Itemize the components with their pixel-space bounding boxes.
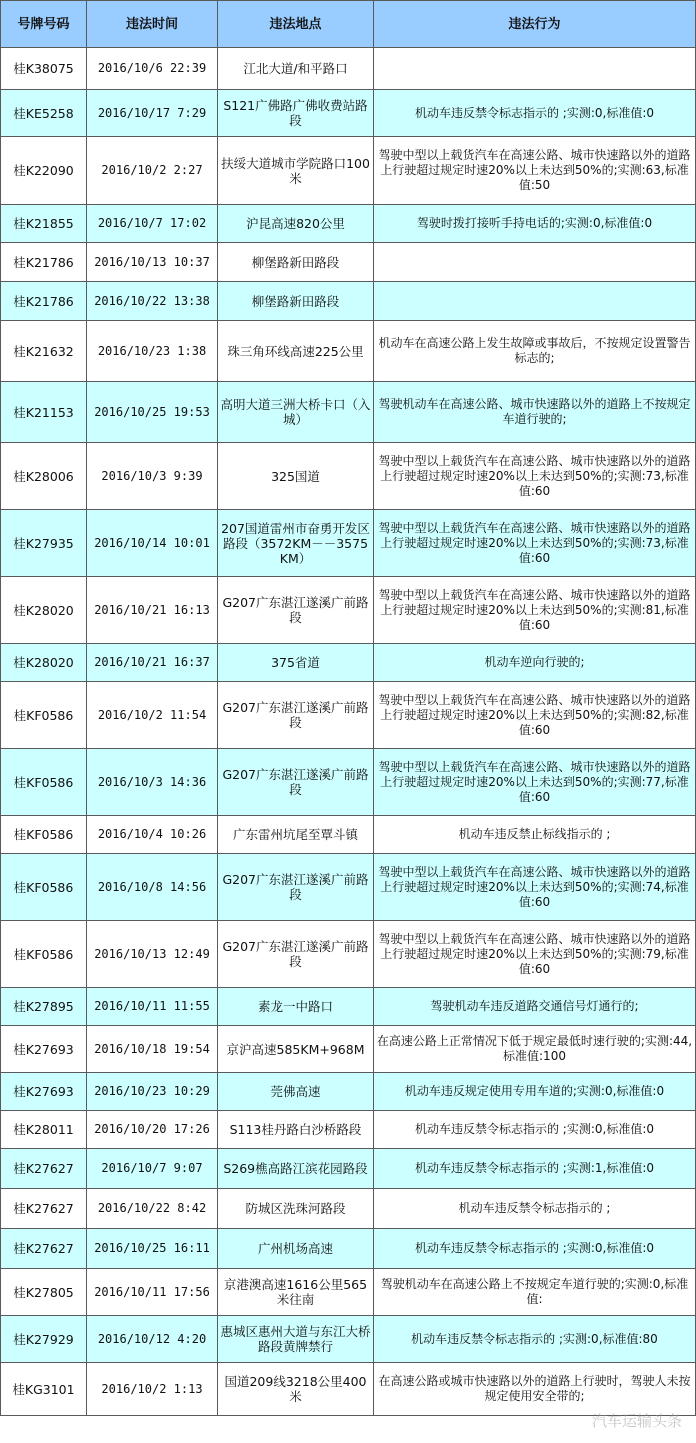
cell-plate: 桂KF0586 (1, 749, 87, 816)
cell-act (374, 282, 696, 321)
cell-place: 沪昆高速820公里 (218, 205, 374, 243)
table-row (1, 1073, 696, 1111)
cell-act (374, 243, 696, 282)
table-row (1, 243, 696, 282)
cell-plate: 桂K28011 (1, 1111, 87, 1149)
table-row (1, 988, 696, 1026)
cell-act: 驾驶中型以上载货汽车在高速公路、城市快速路以外的道路上行驶超过规定时速20%以上未达到50%的;实测:77,标准值:60 (374, 749, 696, 816)
cell-place: 惠城区惠州大道与东江大桥路段黄牌禁行 (218, 1316, 374, 1363)
cell-place: 京沪高速585KM+968M (218, 1026, 374, 1073)
header-place: 违法地点 (218, 1, 374, 48)
cell-act: 驾驶中型以上载货汽车在高速公路、城市快速路以外的道路上行驶超过规定时速20%以上未达到50%的;实测:74,标准值:60 (374, 854, 696, 921)
cell-plate: 桂K27627 (1, 1189, 87, 1229)
cell-plate: 桂K21786 (1, 243, 87, 282)
table-row (1, 137, 696, 205)
cell-act: 驾驶时拨打接听手持电话的;实测:0,标准值:0 (374, 205, 696, 243)
cell-place: 375省道 (218, 644, 374, 682)
cell-plate: 桂K38075 (1, 48, 87, 90)
cell-plate: 桂K27935 (1, 510, 87, 577)
table-row (1, 1316, 696, 1363)
cell-plate: 桂K27627 (1, 1229, 87, 1269)
cell-place: S121广佛路广佛收费站路段 (218, 90, 374, 137)
cell-plate: 桂KG3101 (1, 1363, 87, 1416)
cell-place: 广州机场高速 (218, 1229, 374, 1269)
cell-time: 2016/10/17 7:29 (87, 90, 218, 137)
cell-plate: 桂KF0586 (1, 921, 87, 988)
cell-time: 2016/10/3 14:36 (87, 749, 218, 816)
cell-place: 207国道雷州市奋勇开发区路段（3572KM－－3575KM） (218, 510, 374, 577)
cell-time: 2016/10/2 2:27 (87, 137, 218, 205)
cell-time: 2016/10/18 19:54 (87, 1026, 218, 1073)
header-act: 违法行为 (374, 1, 696, 48)
cell-place: 扶绥大道城市学院路口100米 (218, 137, 374, 205)
cell-plate: 桂K27693 (1, 1026, 87, 1073)
table-row (1, 382, 696, 443)
cell-time: 2016/10/13 12:49 (87, 921, 218, 988)
cell-time: 2016/10/2 1:13 (87, 1363, 218, 1416)
table-row (1, 854, 696, 921)
cell-place: 莞佛高速 (218, 1073, 374, 1111)
cell-plate: 桂KF0586 (1, 682, 87, 749)
cell-place: G207广东湛江遂溪广前路段 (218, 854, 374, 921)
table-row (1, 1363, 696, 1416)
table-row (1, 644, 696, 682)
cell-time: 2016/10/14 10:01 (87, 510, 218, 577)
cell-place: 珠三角环线高速225公里 (218, 321, 374, 382)
table-row (1, 816, 696, 854)
cell-time: 2016/10/20 17:26 (87, 1111, 218, 1149)
table-row (1, 1229, 696, 1269)
cell-act: 驾驶机动车违反道路交通信号灯通行的; (374, 988, 696, 1026)
watermark: 汽车运输头条 (591, 1412, 682, 1430)
cell-act: 驾驶中型以上载货汽车在高速公路、城市快速路以外的道路上行驶超过规定时速20%以上未达到50%的;实测:79,标准值:60 (374, 921, 696, 988)
cell-plate: 桂K27929 (1, 1316, 87, 1363)
cell-plate: 桂K27895 (1, 988, 87, 1026)
cell-plate: 桂K22090 (1, 137, 87, 205)
cell-place: 防城区洗珠河路段 (218, 1189, 374, 1229)
table-row (1, 282, 696, 321)
table-body (1, 48, 696, 1416)
cell-plate: 桂K28020 (1, 577, 87, 644)
cell-time: 2016/10/11 11:55 (87, 988, 218, 1026)
cell-time: 2016/10/2 11:54 (87, 682, 218, 749)
cell-time: 2016/10/6 22:39 (87, 48, 218, 90)
table-row (1, 1149, 696, 1189)
cell-plate: 桂KF0586 (1, 816, 87, 854)
cell-place: G207广东湛江遂溪广前路段 (218, 749, 374, 816)
cell-act: 机动车违反规定使用专用车道的;实测:0,标准值:0 (374, 1073, 696, 1111)
table-row (1, 682, 696, 749)
cell-act: 驾驶中型以上载货汽车在高速公路、城市快速路以外的道路上行驶超过规定时速20%以上未达到50%的;实测:82,标准值:60 (374, 682, 696, 749)
table-row (1, 443, 696, 510)
cell-act: 机动车违反禁令标志指示的 ;实测:1,标准值:0 (374, 1149, 696, 1189)
cell-plate: 桂K28020 (1, 644, 87, 682)
cell-time: 2016/10/25 19:53 (87, 382, 218, 443)
cell-place: G207广东湛江遂溪广前路段 (218, 577, 374, 644)
cell-place: 柳堡路新田路段 (218, 243, 374, 282)
cell-time: 2016/10/23 10:29 (87, 1073, 218, 1111)
cell-plate: 桂K21786 (1, 282, 87, 321)
cell-act: 机动车违反禁令标志指示的 ; (374, 1189, 696, 1229)
cell-place: S269樵高路江滨花园路段 (218, 1149, 374, 1189)
cell-time: 2016/10/23 1:38 (87, 321, 218, 382)
cell-act: 驾驶中型以上载货汽车在高速公路、城市快速路以外的道路上行驶超过规定时速20%以上未达到50%的;实测:63,标准值:50 (374, 137, 696, 205)
cell-time: 2016/10/7 17:02 (87, 205, 218, 243)
cell-place: 江北大道/和平路口 (218, 48, 374, 90)
table-row (1, 90, 696, 137)
cell-time: 2016/10/21 16:13 (87, 577, 218, 644)
cell-plate: 桂K28006 (1, 443, 87, 510)
header-plate: 号牌号码 (1, 1, 87, 48)
cell-place: G207广东湛江遂溪广前路段 (218, 682, 374, 749)
cell-plate: 桂KE5258 (1, 90, 87, 137)
cell-act: 驾驶机动车在高速公路、城市快速路以外的道路上不按规定车道行驶的; (374, 382, 696, 443)
cell-time: 2016/10/21 16:37 (87, 644, 218, 682)
cell-act: 机动车违反禁止标线指示的 ; (374, 816, 696, 854)
cell-time: 2016/10/13 10:37 (87, 243, 218, 282)
cell-plate: 桂K27805 (1, 1269, 87, 1316)
cell-time: 2016/10/11 17:56 (87, 1269, 218, 1316)
table-row (1, 1111, 696, 1149)
table-row (1, 577, 696, 644)
cell-act (374, 48, 696, 90)
table-row (1, 749, 696, 816)
cell-time: 2016/10/25 16:11 (87, 1229, 218, 1269)
cell-act: 驾驶中型以上载货汽车在高速公路、城市快速路以外的道路上行驶超过规定时速20%以上未达到50%的;实测:73,标准值:60 (374, 443, 696, 510)
table-row (1, 510, 696, 577)
cell-act: 机动车违反禁令标志指示的 ;实测:0,标准值:80 (374, 1316, 696, 1363)
cell-act: 机动车在高速公路上发生故障或事故后，不按规定设置警告标志的; (374, 321, 696, 382)
cell-place: 高明大道三洲大桥卡口（入城） (218, 382, 374, 443)
table-row (1, 921, 696, 988)
cell-place: 国道209线3218公里400米 (218, 1363, 374, 1416)
cell-time: 2016/10/7 9:07 (87, 1149, 218, 1189)
table-row (1, 1189, 696, 1229)
cell-act: 机动车违反禁令标志指示的 ;实测:0,标准值:0 (374, 1111, 696, 1149)
cell-time: 2016/10/4 10:26 (87, 816, 218, 854)
table-row (1, 1026, 696, 1073)
cell-place: 广东雷州坑尾至覃斗镇 (218, 816, 374, 854)
cell-plate: 桂K27627 (1, 1149, 87, 1189)
cell-act: 机动车违反禁令标志指示的 ;实测:0,标准值:0 (374, 1229, 696, 1269)
cell-plate: 桂K21855 (1, 205, 87, 243)
cell-time: 2016/10/12 4:20 (87, 1316, 218, 1363)
cell-plate: 桂K21153 (1, 382, 87, 443)
cell-act: 在高速公路上正常情况下低于规定最低时速行驶的;实测:44,标准值:100 (374, 1026, 696, 1073)
cell-place: G207广东湛江遂溪广前路段 (218, 921, 374, 988)
cell-time: 2016/10/8 14:56 (87, 854, 218, 921)
header-row (1, 1, 696, 48)
cell-act: 驾驶中型以上载货汽车在高速公路、城市快速路以外的道路上行驶超过规定时速20%以上未达到50%的;实测:73,标准值:60 (374, 510, 696, 577)
cell-act: 机动车违反禁令标志指示的 ;实测:0,标准值:0 (374, 90, 696, 137)
cell-act: 驾驶机动车在高速公路上不按规定车道行驶的;实测:0,标准值: (374, 1269, 696, 1316)
table-row (1, 1269, 696, 1316)
cell-act: 机动车逆向行驶的; (374, 644, 696, 682)
cell-place: 京港澳高速1616公里565米往南 (218, 1269, 374, 1316)
cell-time: 2016/10/22 13:38 (87, 282, 218, 321)
cell-act: 驾驶中型以上载货汽车在高速公路、城市快速路以外的道路上行驶超过规定时速20%以上未达到50%的;实测:81,标准值:60 (374, 577, 696, 644)
cell-place: 柳堡路新田路段 (218, 282, 374, 321)
cell-time: 2016/10/22 8:42 (87, 1189, 218, 1229)
cell-place: 素龙一中路口 (218, 988, 374, 1026)
table-row (1, 48, 696, 90)
cell-place: S113桂丹路白沙桥路段 (218, 1111, 374, 1149)
cell-plate: 桂K27693 (1, 1073, 87, 1111)
cell-act: 在高速公路或城市快速路以外的道路上行驶时，驾驶人未按规定使用安全带的; (374, 1363, 696, 1416)
cell-plate: 桂K21632 (1, 321, 87, 382)
cell-place: 325国道 (218, 443, 374, 510)
cell-time: 2016/10/3 9:39 (87, 443, 218, 510)
table-row (1, 321, 696, 382)
header-time: 违法时间 (87, 1, 218, 48)
table-row (1, 205, 696, 243)
cell-plate: 桂KF0586 (1, 854, 87, 921)
